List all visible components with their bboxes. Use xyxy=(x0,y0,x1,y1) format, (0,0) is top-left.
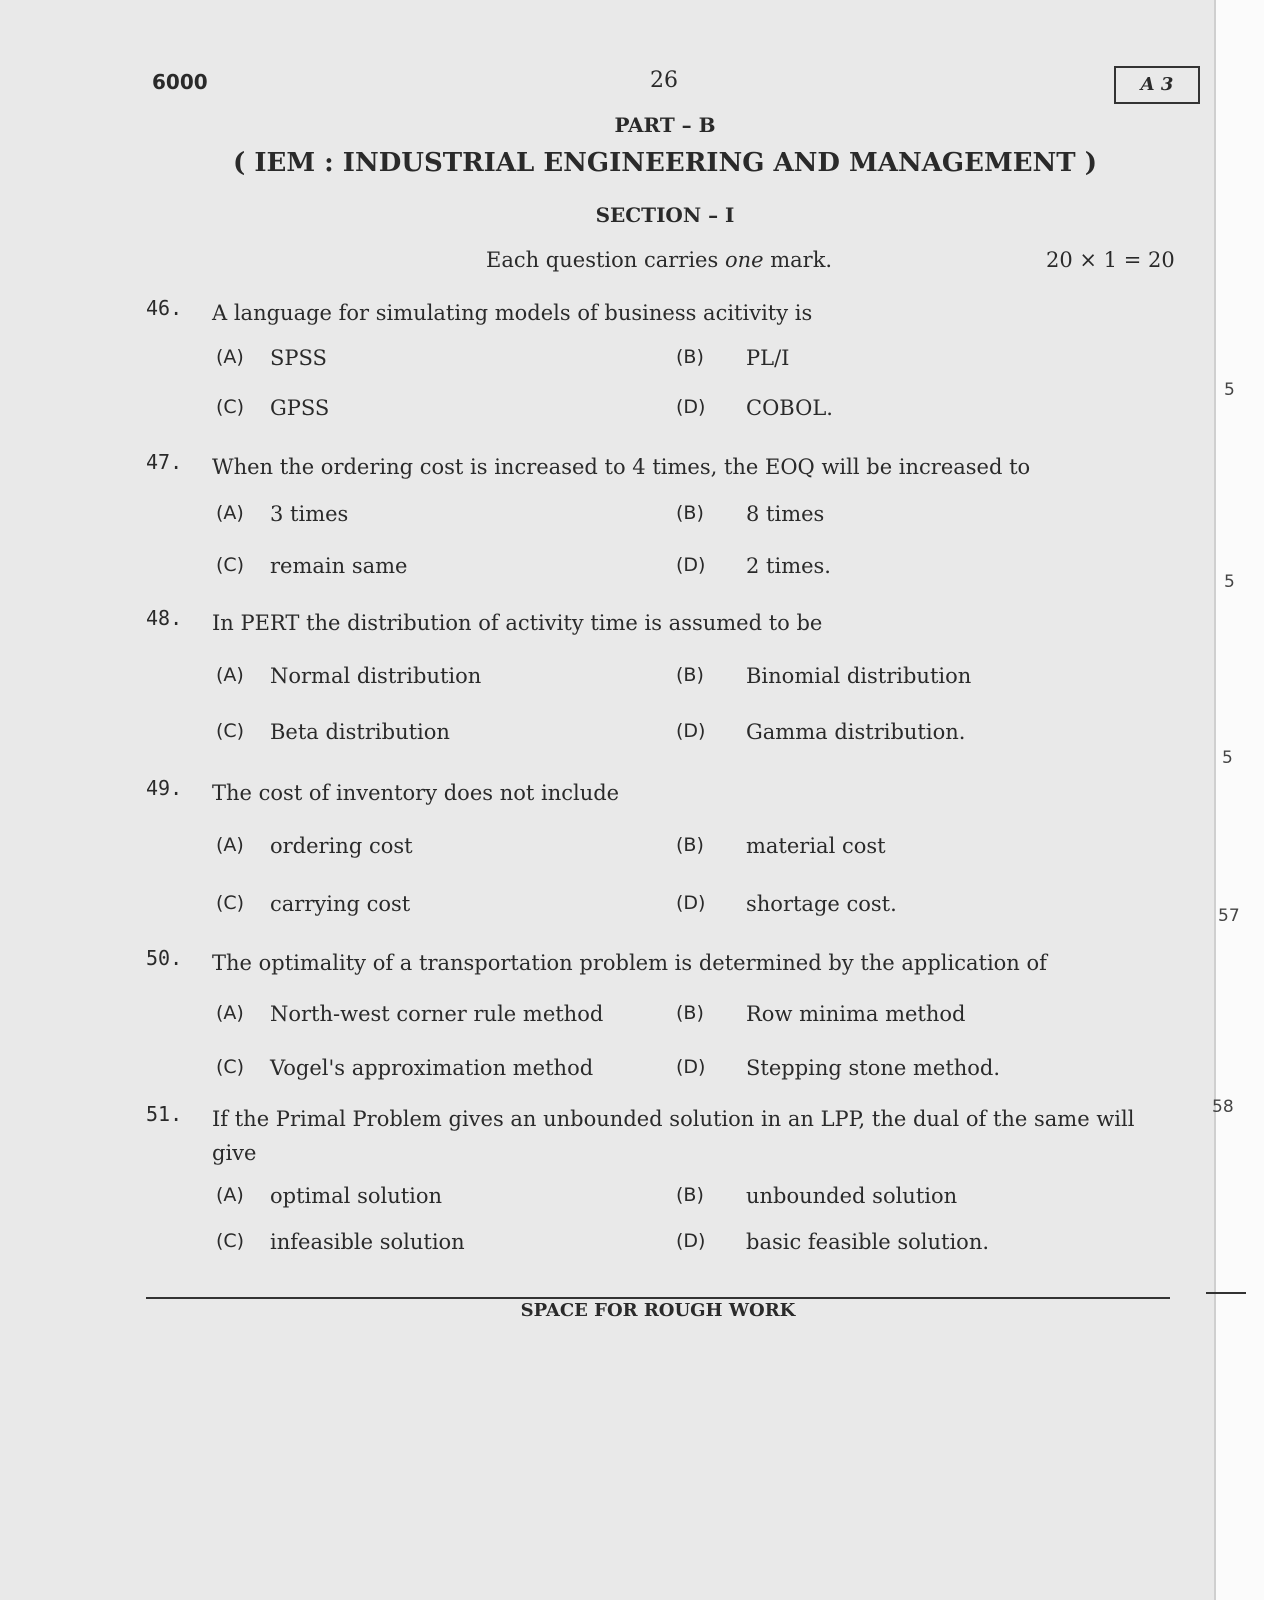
option-text: 8 times xyxy=(746,502,825,526)
option-text: carrying cost xyxy=(270,892,411,916)
option-label: (D) xyxy=(676,1056,706,1078)
edge-rule xyxy=(1206,1292,1246,1294)
question-number: 46. xyxy=(146,296,183,320)
option-text: material cost xyxy=(746,834,886,858)
edge-number: 57 xyxy=(1218,906,1240,926)
question-number: 48. xyxy=(146,606,183,630)
option-text: PL/I xyxy=(746,346,790,370)
option-label: (C) xyxy=(216,1230,245,1252)
option-label: (B) xyxy=(676,1184,704,1206)
option-label: (C) xyxy=(216,1056,245,1078)
option-label: (C) xyxy=(216,892,245,914)
option-label: (B) xyxy=(676,1002,704,1024)
option-label: (A) xyxy=(216,502,244,524)
edge-number: 5 xyxy=(1224,572,1235,592)
marks-formula: 20 × 1 = 20 xyxy=(1046,248,1175,272)
question-number: 49. xyxy=(146,776,183,800)
option-text: SPSS xyxy=(270,346,327,370)
option-text: shortage cost. xyxy=(746,892,897,916)
option-label: (B) xyxy=(676,834,704,856)
option-label: (A) xyxy=(216,664,244,686)
option-text: Binomial distribution xyxy=(746,664,972,688)
option-label: (C) xyxy=(216,396,245,418)
option-label: (B) xyxy=(676,502,704,524)
option-label: (A) xyxy=(216,1002,244,1024)
option-label: (A) xyxy=(216,1184,244,1206)
option-label: (D) xyxy=(676,396,706,418)
option-label: (D) xyxy=(676,1230,706,1252)
option-label: (C) xyxy=(216,554,245,576)
option-text: GPSS xyxy=(270,396,330,420)
option-text: ordering cost xyxy=(270,834,413,858)
rough-work-divider xyxy=(146,1297,1170,1299)
option-label: (D) xyxy=(676,720,706,742)
question-text: The optimality of a transportation problem is determined by the application of xyxy=(212,951,1047,975)
option-text: 3 times xyxy=(270,502,349,526)
edge-number: 58 xyxy=(1212,1097,1234,1117)
option-text: remain same xyxy=(270,554,408,578)
option-text: Beta distribution xyxy=(270,720,450,744)
option-text: COBOL. xyxy=(746,396,833,420)
option-text: Normal distribution xyxy=(270,664,482,688)
option-text: 2 times. xyxy=(746,554,831,578)
option-text: basic feasible solution. xyxy=(746,1230,990,1254)
option-text: Row minima method xyxy=(746,1002,966,1026)
option-label: (A) xyxy=(216,346,244,368)
option-text: unbounded solution xyxy=(746,1184,958,1208)
option-text: Vogel's approximation method xyxy=(270,1056,594,1080)
question-text: A language for simulating models of business acitivity is xyxy=(212,301,813,325)
option-text: infeasible solution xyxy=(270,1230,465,1254)
edge-number: 5 xyxy=(1224,380,1235,400)
question-text: The cost of inventory does not include xyxy=(212,781,620,805)
option-label: (B) xyxy=(676,346,704,368)
paper-code: 6000 xyxy=(152,70,208,94)
option-text: North-west corner rule method xyxy=(270,1002,604,1026)
option-label: (D) xyxy=(676,554,706,576)
section-heading: SECTION – I xyxy=(595,203,735,227)
paper-title: ( IEM : INDUSTRIAL ENGINEERING AND MANAGEMENT ) xyxy=(232,148,1098,178)
option-text: optimal solution xyxy=(270,1184,443,1208)
question-number: 50. xyxy=(146,946,183,970)
question-text: If the Primal Problem gives an unbounded solution in an LPP, the dual of the same will give xyxy=(212,1107,1135,1165)
option-label: (B) xyxy=(676,664,704,686)
option-text: Stepping stone method. xyxy=(746,1056,1001,1080)
question-text: In PERT the distribution of activity time is assumed to be xyxy=(212,611,823,635)
series-box: A 3 xyxy=(1114,66,1200,104)
part-heading: PART – B xyxy=(614,113,716,137)
option-label: (D) xyxy=(676,892,706,914)
question-number: 47. xyxy=(146,450,183,474)
marks-instruction: Each question carries one mark. xyxy=(486,248,833,272)
rough-work-label: SPACE FOR ROUGH WORK xyxy=(520,1300,796,1321)
question-text: When the ordering cost is increased to 4 times, the EOQ will be increased to xyxy=(212,455,1031,479)
option-label: (C) xyxy=(216,720,245,742)
page-number: 26 xyxy=(650,68,678,93)
adjacent-page-edge xyxy=(1214,0,1264,1600)
option-label: (A) xyxy=(216,834,244,856)
edge-number: 5 xyxy=(1222,748,1233,768)
option-text: Gamma distribution. xyxy=(746,720,966,744)
question-number: 51. xyxy=(146,1102,183,1126)
